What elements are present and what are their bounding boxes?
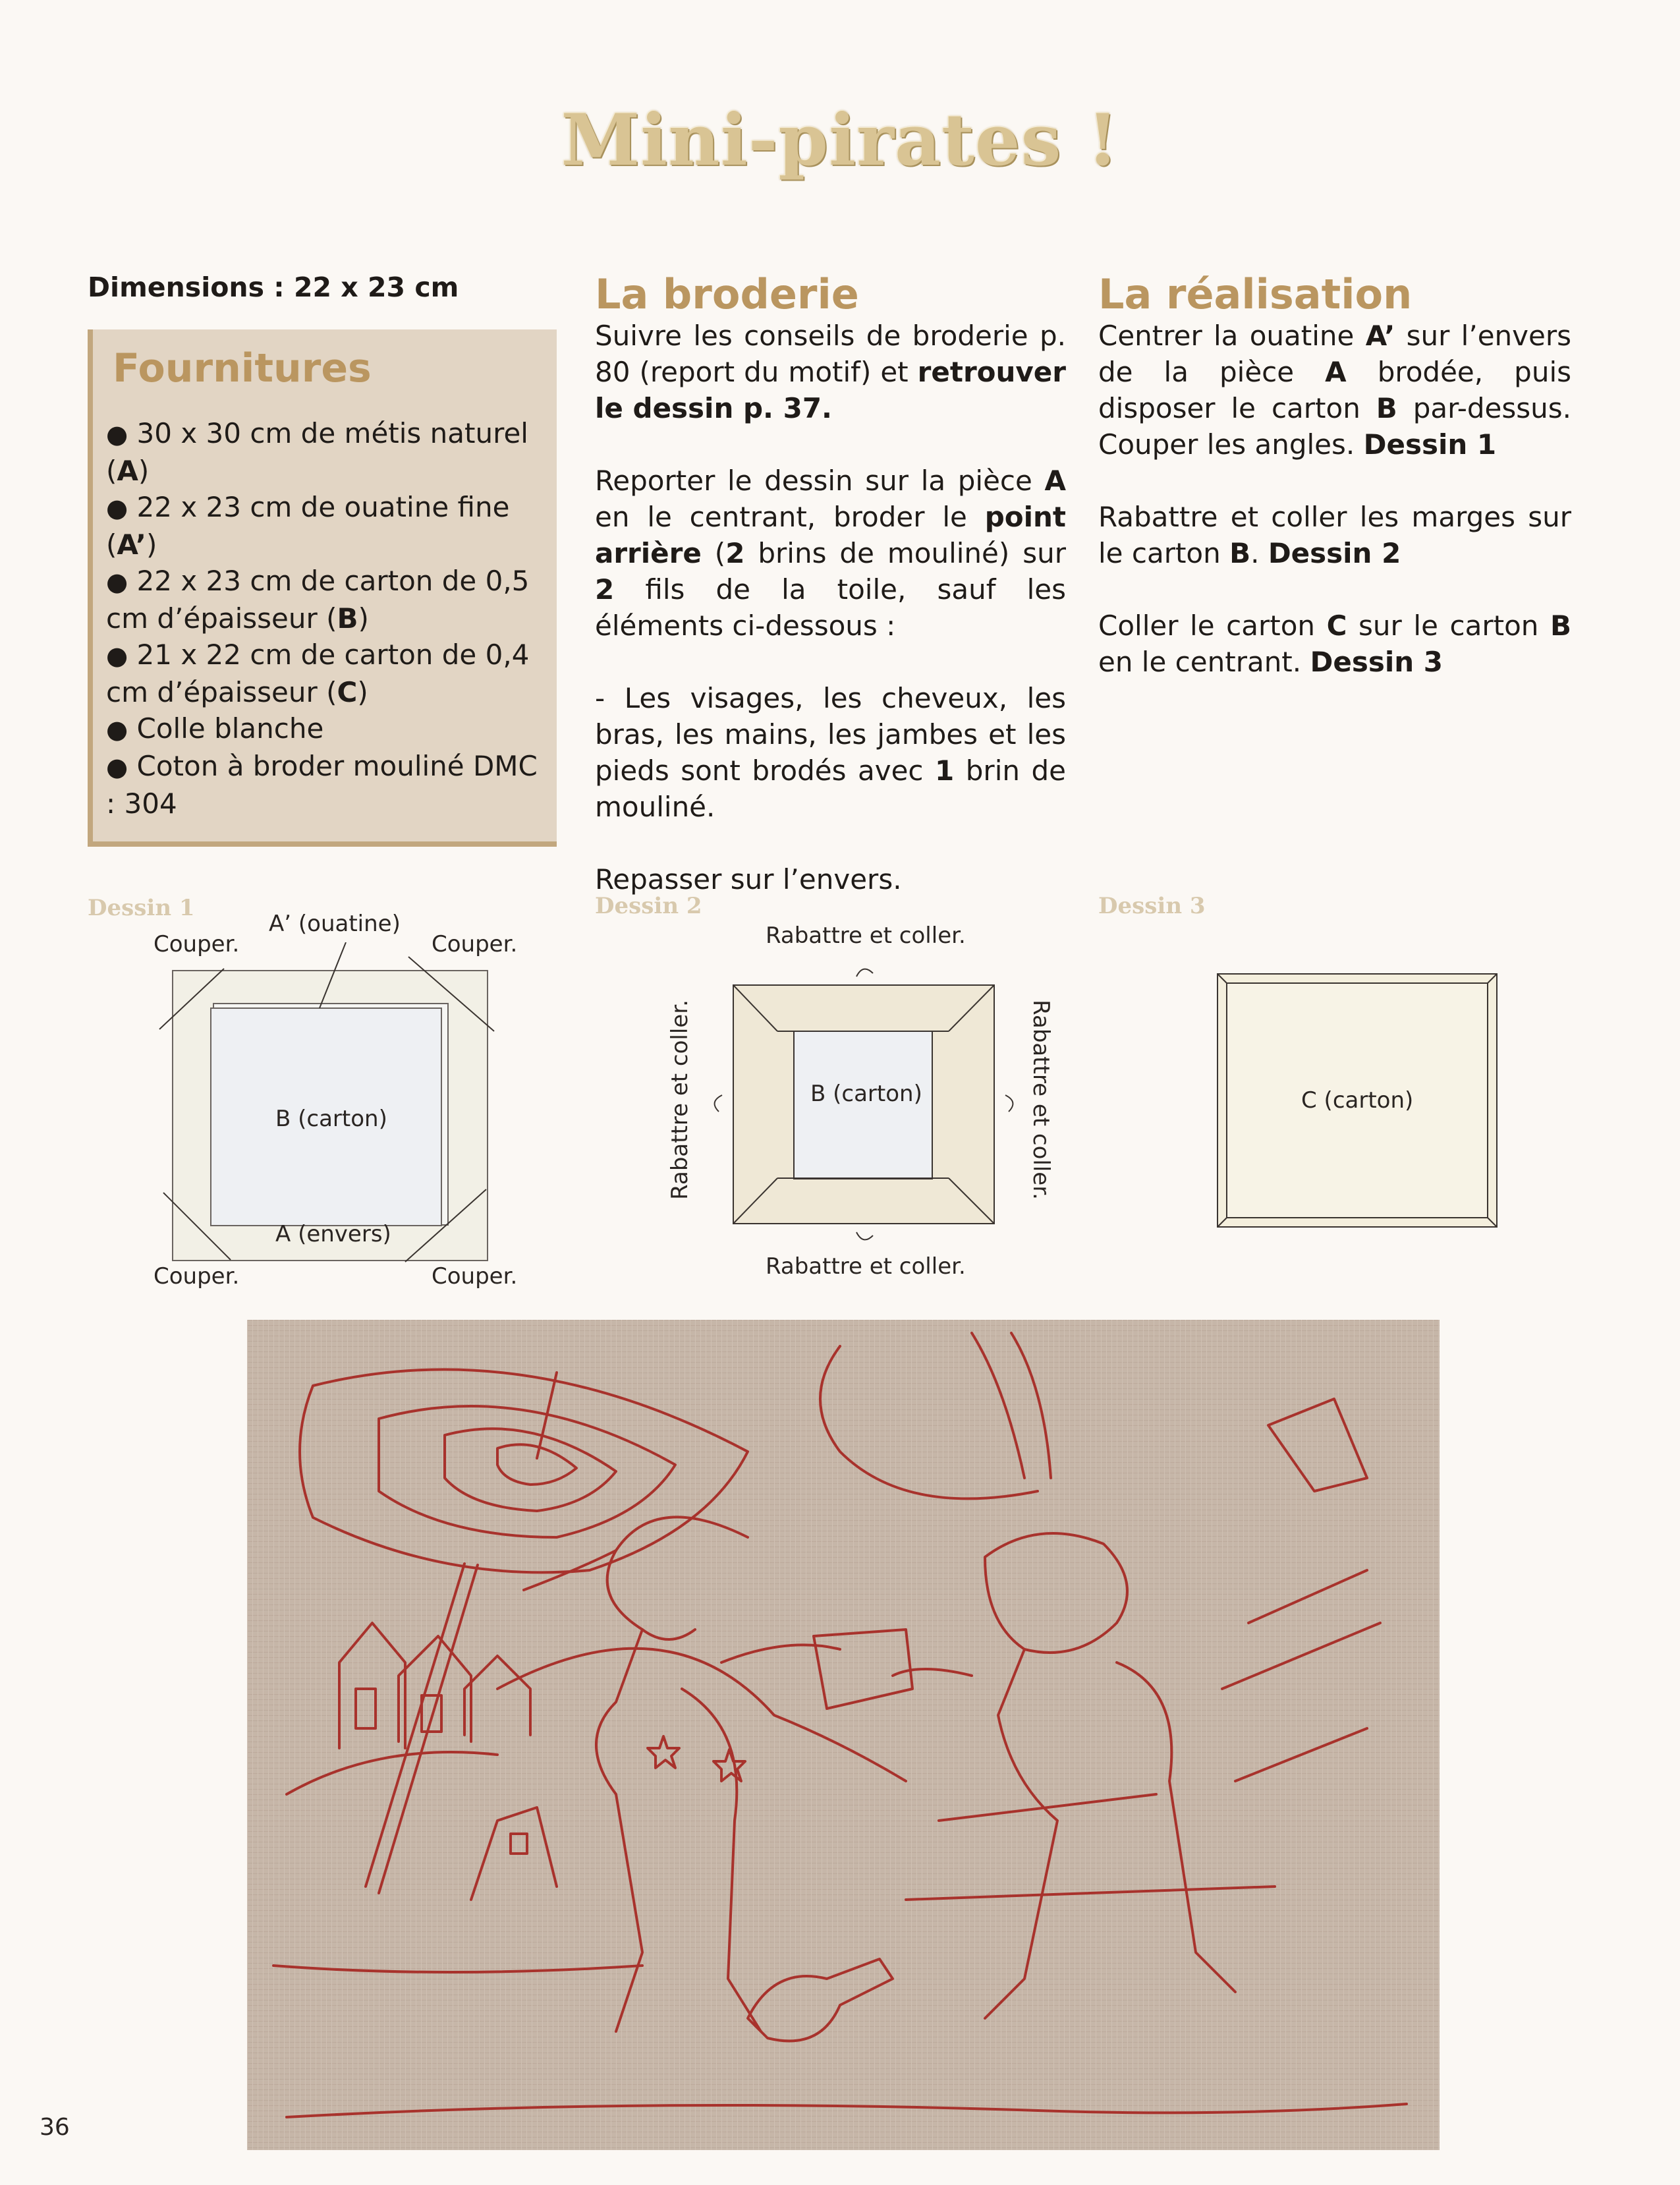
- bullet-icon: ●: [106, 567, 128, 596]
- dessin1-couper-tl: Couper.: [154, 931, 240, 957]
- paragraph: Coller le carton C sur le carton B en le centrant. Dessin 3: [1098, 610, 1571, 678]
- supplies-box: [88, 329, 557, 847]
- dessin1-couper-bl: Couper.: [154, 1263, 240, 1290]
- dessin1-label: Dessin 1: [88, 895, 195, 921]
- embroidery-photo: [247, 1320, 1440, 2150]
- bullet-icon: ●: [106, 641, 128, 670]
- bullet-icon: ●: [106, 752, 128, 781]
- page-number: 36: [40, 2114, 70, 2141]
- supplies-heading: Fournitures: [113, 345, 372, 391]
- realisation-heading: La réalisation: [1098, 270, 1413, 318]
- paragraph: Centrer la ouatine A’ sur l’envers de la pièce A brodée, puis disposer le carton B par-dessus. Couper les angles. Dessin 1: [1098, 320, 1572, 461]
- supply-item: ● 22 x 23 cm de ouatine fine (A’): [106, 491, 510, 561]
- dessin2-carton-label: B (carton): [810, 1081, 922, 1107]
- bullet-icon: ●: [106, 420, 128, 449]
- dessin1-couper-tr: Couper.: [432, 931, 518, 957]
- fold-arrow-bottom-icon: [856, 1232, 873, 1239]
- dessin2-left-label: Rabattre et coller.: [667, 1000, 693, 1200]
- dessin2-top-label: Rabattre et coller.: [766, 922, 966, 949]
- supply-item: ● 22 x 23 cm de carton de 0,5 cm d’épaisseur (B): [106, 565, 530, 635]
- broderie-text: [595, 318, 1066, 897]
- dessin2-right-label: Rabattre et coller.: [1028, 1000, 1054, 1200]
- dessin1-envers-label: A (envers): [275, 1221, 391, 1247]
- supplies-list: [106, 415, 541, 822]
- supply-item: ● 30 x 30 cm de métis naturel (A): [106, 417, 528, 487]
- supply-item: ● Colle blanche: [106, 712, 324, 745]
- supply-item: ● Coton à broder mouliné DMC : 304: [106, 750, 538, 820]
- page-title: Mini-pirates !: [561, 99, 1119, 182]
- realisation-text: [1098, 318, 1571, 680]
- dessin2-bottom-label: Rabattre et coller.: [766, 1253, 966, 1280]
- fold-arrow-right-icon: [1005, 1095, 1013, 1112]
- dessin1-couper-br: Couper.: [432, 1263, 518, 1290]
- bullet-icon: ●: [106, 494, 128, 523]
- paragraph: Suivre les conseils de broderie p. 80 (report du motif) et retrouver le dessin p. 37.: [595, 320, 1066, 424]
- paragraph: - Les visages, les cheveux, les bras, les mains, les jambes et les pieds sont brodés avec 1 brin de mouliné.: [595, 682, 1067, 823]
- paragraph: Reporter le dessin sur la pièce A en le centrant, broder le point arrière (2 brins de mouliné) sur 2 fils de la toile, sauf les éléments ci-dessous :: [595, 465, 1066, 642]
- paragraph: Repasser sur l’envers.: [595, 863, 902, 895]
- fold-arrow-left-icon: [715, 1095, 722, 1112]
- dimensions-text: Dimensions : 22 x 23 cm: [88, 271, 459, 303]
- fold-arrow-top-icon: [856, 969, 873, 977]
- supply-item: ● 21 x 22 cm de carton de 0,4 cm d’épaisseur (C): [106, 638, 530, 708]
- bullet-icon: ●: [106, 715, 128, 744]
- dessin3-carton-label: C (carton): [1301, 1087, 1414, 1114]
- dessin2-label: Dessin 2: [595, 893, 702, 919]
- dessin1-ouatine-label: A’ (ouatine): [269, 911, 401, 937]
- dessin3-label: Dessin 3: [1098, 893, 1206, 919]
- paragraph: Rabattre et coller les marges sur le carton B. Dessin 2: [1098, 501, 1571, 569]
- dessin1-carton-label: B (carton): [275, 1106, 387, 1132]
- broderie-heading: La broderie: [595, 270, 859, 318]
